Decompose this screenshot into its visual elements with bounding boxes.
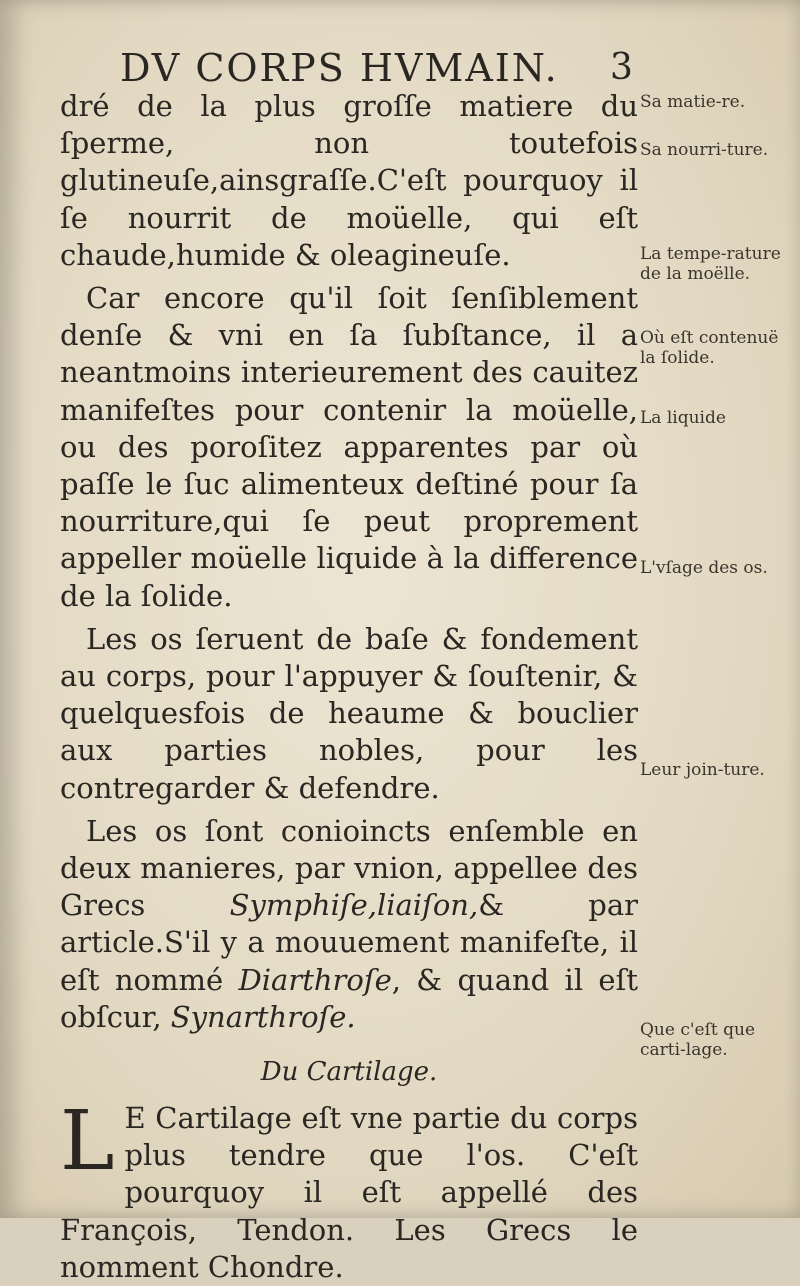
margin-note-matter: Sa matie-re. [640,92,746,112]
cartilage-text: E Cartilage eſt vne partie du corps plus tendre que l'os. C'eſt pourquoy il eſt appellé des François, Tendon. Les Grecs le nomment Chondre. [60,1101,638,1284]
running-header [120,44,640,92]
paragraph-matter: dré de la plus groſſe matiere du ſperme, non toutefois glutineuſe,ainsgraſſe.C'eſt pourquoy il ſe nourrit de moüelle, qui eſt chaude,humide & oleagineuſe. [60,89,638,272]
section-title: Du Cartilage. [260,1057,438,1088]
term-symphise: Symphiſe,liaiſon, [229,888,479,923]
drop-cap: L [60,1094,115,1190]
joints-text-e: , & quand il eſt obſcur, [60,962,638,1034]
paragraph-usage: Les os ſeruent de baſe & fondement au corps, pour l'appuyer & ſouſtenir, & quelquesfois de heaume & bouclier aux parties nobles, pour les contregarder & defendre. [60,621,638,805]
margin-note-solid: Où eſt contenuë la ſolide. [640,328,779,368]
running-title: DV CORPS HVMAIN. [120,46,559,90]
paragraph-cavities: Car encore qu'il ſoit ſenſiblement denſe & vni en ſa ſubſtance, il a neantmoins interieurement des cauitez manifeſtes pour contenir la moüelle, ou des poroſitez apparentes par où paſſe le ſuc alimenteux deſtiné pour ſa nourriture,qui ſe peut proprement appeller moüelle liquide à la difference de la ſolide. [60,281,638,613]
paragraph-cartilage [60,1094,638,1286]
paragraph-joints [60,813,638,1036]
margin-note-cartilage: Que c'eſt que carti-lage. [640,1020,756,1060]
margin-note-temperature: La tempe-rature de la moëlle. [640,244,781,284]
margin-note-nourishment: Sa nourri-ture. [640,140,769,160]
page-number: 3 [610,47,635,88]
joints-text-c: & par article.S'il y a mouuement manifeſte, il eſt nommé [60,888,638,997]
joints-text-a: Les os ſont conioincts enſemble en deux manieres, par vnion, appellee des Grecs [60,813,638,923]
margin-note-usage: L'vſage des os. [640,558,768,578]
term-synarthrose: Synarthroſe. [170,999,356,1034]
margin-note-joints: Leur join-ture. [640,760,765,780]
term-diarthrose: Diarthroſe [238,962,392,997]
margin-note-liquid: La liquide [640,408,726,428]
main-text [60,88,638,1286]
